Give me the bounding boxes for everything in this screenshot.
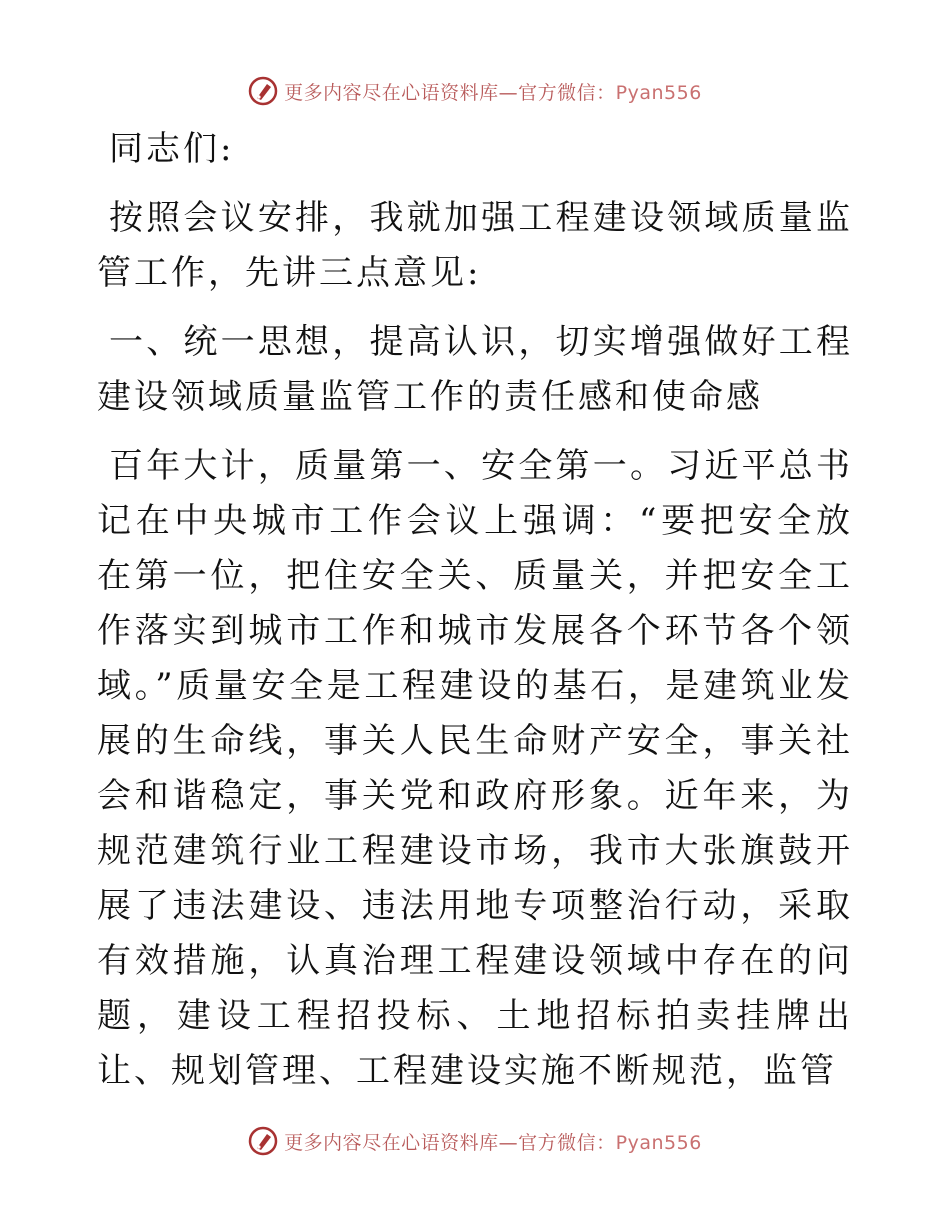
intro-paragraph: 按照会议安排，我就加强工程建设领域质量监管工作，先讲三点意见: bbox=[97, 198, 853, 293]
section-1-body: 百年大计，质量第一、安全第一。习近平总书记在中央城市工作会议上强调：“要把安全放在第一位，把住安全关、质量关，并把安全工作落实到城市工作和城市发展各个环节各个领域。”质量安全是工程建设的基石，是建筑业发展的生命线，事关人民生命财产安全，事关社会和谐稳定，事关党和政府形象。近年来，为规范建筑行业工程建设市场，我市大张旗鼓开展了违法建设、违法用地专项整治行动，采取有效措施，认真治理工程建设领域中存在的问题，建设工程招投标、土地招标拍卖挂牌出让、规划管理、工程建设实施不断规范，监管 bbox=[97, 446, 853, 1091]
pen-nib-logo-icon bbox=[248, 76, 278, 106]
footer-watermark bbox=[0, 1121, 950, 1161]
watermark-text: 更多内容尽在心语资料库—官方微信：Pyan556 bbox=[284, 81, 702, 104]
pen-nib-logo-icon bbox=[248, 1126, 278, 1156]
watermark-text: 更多内容尽在心语资料库—官方微信：Pyan556 bbox=[284, 1131, 702, 1154]
salutation: 同志们: bbox=[109, 129, 235, 169]
header-watermark bbox=[0, 71, 950, 111]
document-body bbox=[97, 122, 853, 1099]
section-1-heading: 一、统一思想，提高认识，切实增强做好工程建设领域质量监管工作的责任感和使命感 bbox=[97, 322, 853, 417]
